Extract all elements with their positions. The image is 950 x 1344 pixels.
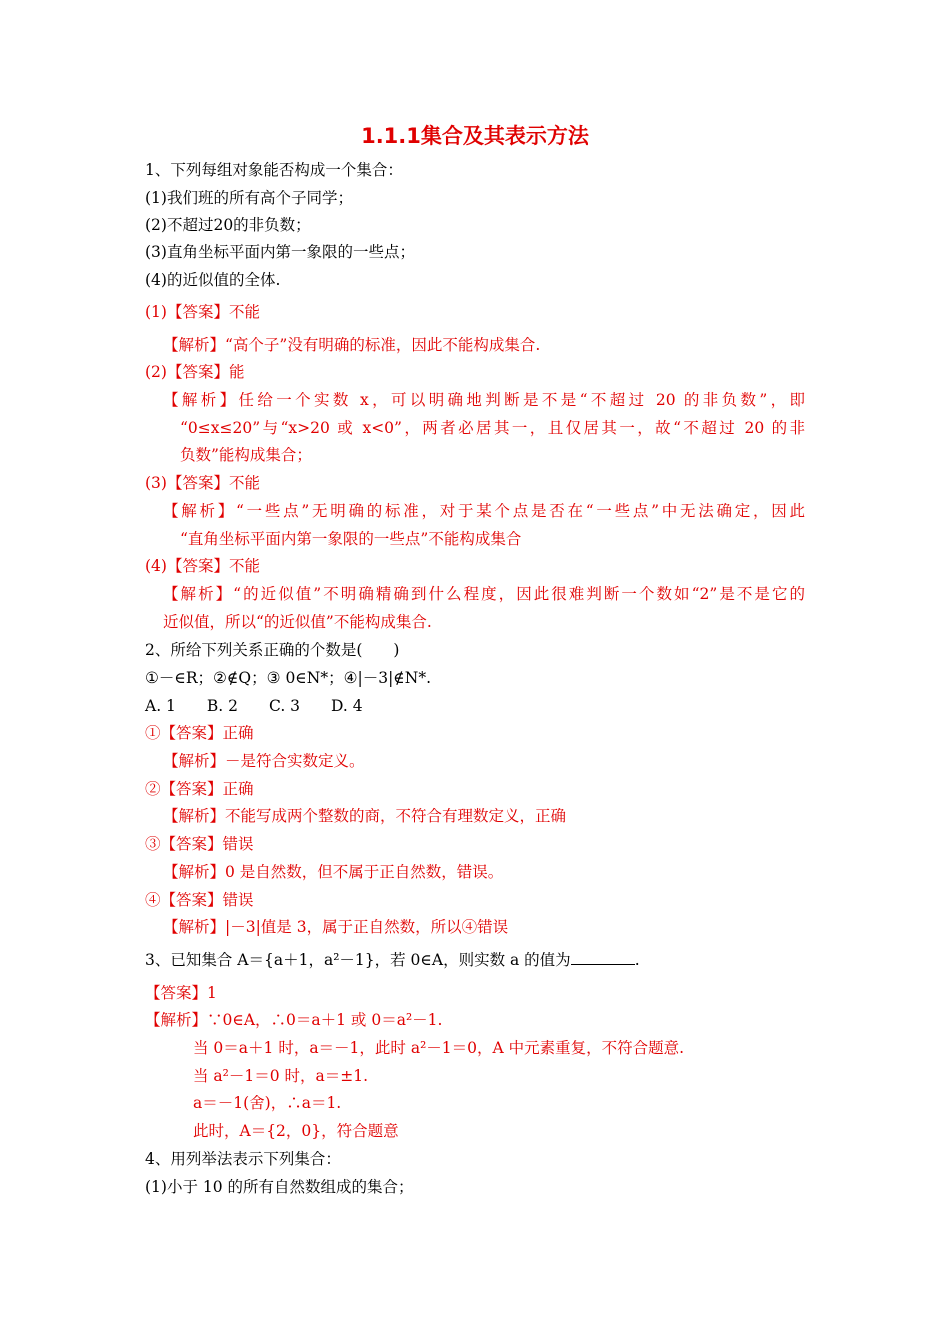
q1-item-3: (3)直角坐标平面内第一象限的一些点；	[145, 243, 415, 261]
q3-stem-text: 3、已知集合 A＝{a＋1，a²－1}，若 0∈A，则实数 a 的值为	[145, 951, 571, 969]
q2-answer-3: ③【答案】错误	[145, 835, 254, 853]
q2-explanation-4: 【解析】|－3|值是 3，属于正自然数，所以④错误	[163, 918, 509, 936]
q2-answer-4: ④【答案】错误	[145, 891, 254, 909]
q2-options: A. 1 B. 2 C. 3 D. 4	[145, 697, 363, 715]
q1-answer-4: (4)【答案】不能	[145, 557, 260, 575]
q1-explanation-4-line2: 近似值，所以“的近似值”不能构成集合.	[163, 613, 432, 631]
q3-explanation-line1: 【解析】∵0∈A，∴0＝a＋1 或 0＝a²－1.	[145, 1011, 443, 1029]
q1-explanation-1: 【解析】“高个子”没有明确的标准，因此不能构成集合.	[163, 336, 541, 354]
q4-item-1: (1)小于 10 的所有自然数组成的集合；	[145, 1178, 414, 1196]
q3-explanation-line5: 此时，A＝{2，0}，符合题意	[193, 1122, 399, 1140]
q1-stem: 1、下列每组对象能否构成一个集合：	[145, 161, 403, 179]
q1-explanation-2-line2: “0≤x≤20”与“x>20 或 x<0”，两者必居其一，且仅居其一，故“不超过 20 的非	[180, 419, 805, 437]
q3-answer-blank	[571, 950, 635, 965]
q2-explanation-1: 【解析】－是符合实数定义。	[163, 752, 365, 770]
q1-answer-1: (1)【答案】不能	[145, 303, 260, 321]
q2-explanation-3: 【解析】0 是自然数，但不属于正自然数，错误。	[163, 863, 504, 881]
q3-explanation-line4: a＝－1(舍)，∴a＝1.	[193, 1094, 342, 1112]
q1-explanation-2-line3: 负数”能构成集合；	[180, 446, 312, 464]
q2-explanation-2: 【解析】不能写成两个整数的商，不符合有理数定义，正确	[163, 807, 567, 825]
q1-item-1: (1)我们班的所有高个子同学；	[145, 189, 353, 207]
q1-explanation-4-line1: 【解析】“的近似值”不明确精确到什么程度，因此很难判断一个数如“2”是不是它的	[163, 585, 805, 603]
q2-relations: ①－∈R；②∉Q；③ 0∈N*；④|－3|∉N*.	[145, 669, 432, 687]
q3-answer: 【答案】1	[145, 984, 217, 1002]
q1-explanation-3-line1: 【解析】“一些点”无明确的标准，对于某个点是否在“一些点”中无法确定，因此	[163, 502, 805, 520]
q3-stem-end: .	[634, 951, 640, 969]
q1-answer-3: (3)【答案】不能	[145, 474, 260, 492]
q1-item-2: (2)不超过20的非负数；	[145, 216, 311, 234]
q1-explanation-2-line1: 【解析】任给一个实数 x，可以明确地判断是不是“不超过 20 的非负数”，即	[163, 391, 805, 409]
q1-explanation-3-line2: “直角坐标平面内第一象限的一些点”不能构成集合	[180, 530, 522, 548]
page-title: 1.1.1集合及其表示方法	[361, 124, 589, 148]
q1-answer-2: (2)【答案】能	[145, 363, 245, 381]
q2-answer-2: ②【答案】正确	[145, 780, 254, 798]
q3-stem	[145, 950, 640, 970]
q1-item-4: (4)的近似值的全体.	[145, 271, 281, 289]
q2-stem: 2、所给下列关系正确的个数是( )	[145, 641, 400, 659]
q3-explanation-line2: 当 0＝a＋1 时，a＝－1，此时 a²－1＝0，A 中元素重复，不符合题意.	[193, 1039, 685, 1057]
q2-answer-1: ①【答案】正确	[145, 724, 254, 742]
q3-explanation-line3: 当 a²－1＝0 时，a＝±1.	[193, 1067, 369, 1085]
q4-stem: 4、用列举法表示下列集合：	[145, 1150, 341, 1168]
